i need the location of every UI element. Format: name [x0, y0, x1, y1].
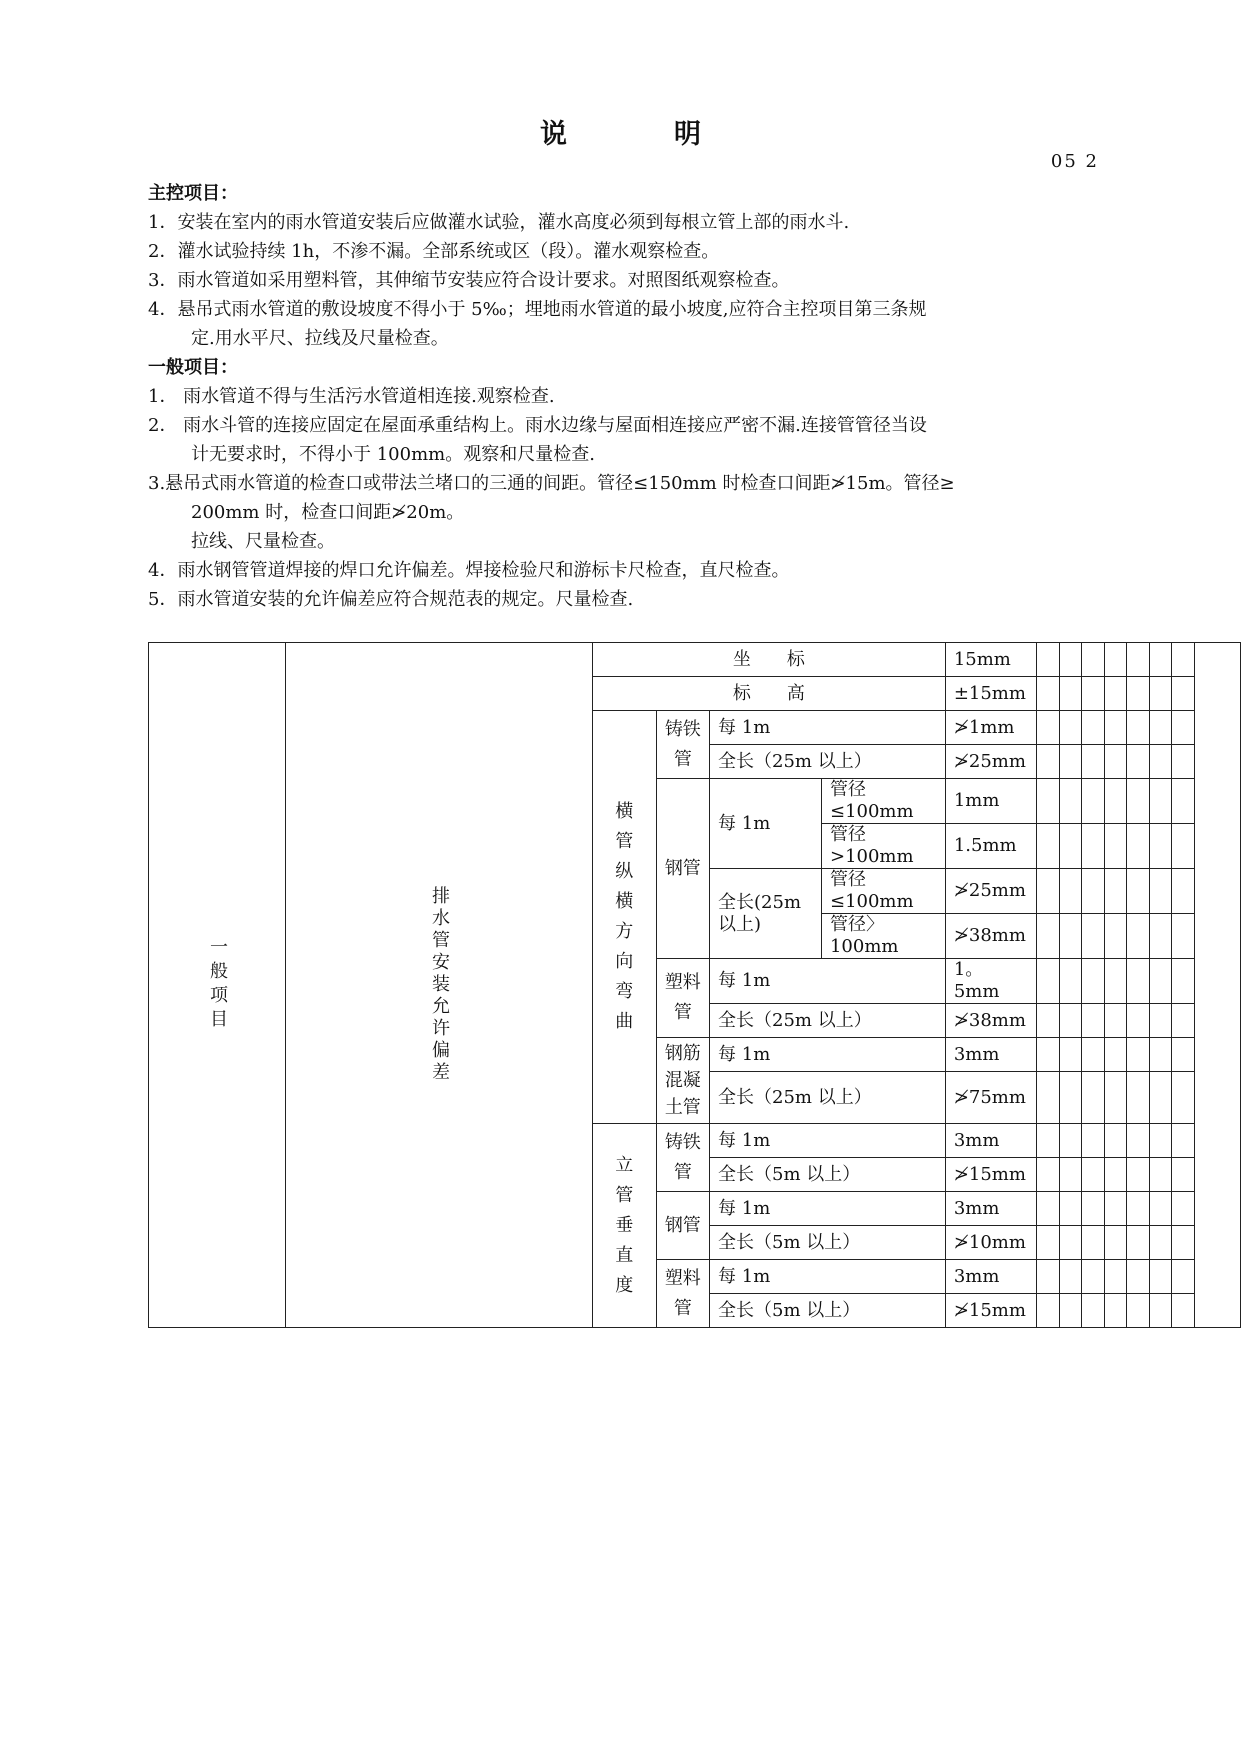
plastic-label: 塑料管 [656, 959, 709, 1038]
cell-value: 1mm [945, 779, 1036, 824]
row-elevation-label: 标 高 [593, 677, 946, 711]
cell-label: 管径〉100mm [821, 914, 945, 959]
main-item-3: 3．雨水管道如采用塑料管，其伸缩节安装应符合设计要求。对照图纸观察检查。 [148, 270, 790, 291]
group-horizontal: 横管纵横方向弯曲 [593, 711, 657, 1124]
cell-label: 每 1m [710, 1038, 946, 1072]
cell-label: 每 1m [710, 1260, 946, 1294]
page-title: 说 明 [540, 119, 741, 150]
row-coordinate-value: 15mm [945, 643, 1036, 677]
general-item-3-cont2: 拉线、尺量检查。 [191, 531, 335, 552]
cell-value: 3mm [945, 1192, 1036, 1226]
cast-iron-label: 铸铁管 [656, 1124, 709, 1192]
cell-value: ≯38mm [945, 1004, 1036, 1038]
cell-label: 管径>100mm [821, 824, 945, 869]
cell-label: 全长（25m 以上） [710, 1072, 946, 1124]
notes [148, 179, 1098, 614]
page-code: 05 2 [1050, 151, 1099, 172]
cell-label: 全长（25m 以上） [710, 1004, 946, 1038]
cell-value: ≯38mm [945, 914, 1036, 959]
cell-label: 全长（5m 以上） [710, 1226, 946, 1260]
cast-iron-label: 铸铁管 [656, 711, 709, 779]
cell-value: ≯75mm [945, 1072, 1036, 1124]
main-items-heading: 主控项目： [148, 183, 238, 204]
row-coordinate-label: 坐 标 [593, 643, 946, 677]
cell-value: ≯10mm [945, 1226, 1036, 1260]
cell-value: 1.5mm [945, 824, 1036, 869]
cell-label: 全长(25m 以上) [710, 869, 822, 959]
general-item-2: 2． 雨水斗管的连接应固定在屋面承重结构上。雨水边缘与屋面相连接应严密不漏.连接管管径当设 [148, 415, 927, 436]
cell-label: 全长（5m 以上） [710, 1294, 946, 1328]
cell-label: 每 1m [710, 779, 822, 869]
cell-value: 3mm [945, 1260, 1036, 1294]
general-item-2-cont: 计无要求时，不得小于 100mm。观察和尺量检查. [191, 444, 595, 465]
general-item-3-cont: 200mm 时，检查口间距≯20m。 [191, 502, 465, 523]
tolerance-table [148, 642, 1241, 1328]
cell-label: 管径≤100mm [821, 779, 945, 824]
cell-value: ≯15mm [945, 1158, 1036, 1192]
general-item-3: 3.悬吊式雨水管道的检查口或带法兰堵口的三通的间距。管径≤150mm 时检查口间距≯15m。管径≥ [148, 473, 955, 494]
main-item-2: 2．灌水试验持续 1h，不渗不漏。全部系统或区（段）。灌水观察检查。 [148, 241, 720, 262]
main-item-1: 1．安装在室内的雨水管道安装后应做灌水试验，灌水高度必须到每根立管上部的雨水斗. [148, 212, 850, 233]
cell-label: 全长（25m 以上） [710, 745, 946, 779]
cell-value: ≯25mm [945, 869, 1036, 914]
cell-value: ≯15mm [945, 1294, 1036, 1328]
cell-label: 每 1m [710, 711, 946, 745]
cell-value: 3mm [945, 1124, 1036, 1158]
col-general-items: 一般项目 [149, 643, 286, 1328]
cell-value: 3mm [945, 1038, 1036, 1072]
row-elevation-value: ±15mm [945, 677, 1036, 711]
cell-label: 管径≤100mm [821, 869, 945, 914]
steel-label: 钢管 [656, 1192, 709, 1260]
cell-label: 全长（5m 以上） [710, 1158, 946, 1192]
plastic-label: 塑料管 [656, 1260, 709, 1328]
cell-label: 每 1m [710, 959, 946, 1004]
main-item-4-cont: 定.用水平尺、拉线及尺量检查。 [191, 328, 449, 349]
general-item-5: 5．雨水管道安装的允许偏差应符合规范表的规定。尺量检查. [148, 589, 634, 610]
cell-label: 每 1m [710, 1192, 946, 1226]
cell-value: ≯1mm [945, 711, 1036, 745]
reinforced-concrete-label: 钢筋混凝土管 [656, 1038, 709, 1124]
group-vertical: 立管垂直度 [593, 1124, 657, 1328]
general-item-1: 1． 雨水管道不得与生活污水管道相连接.观察检查. [148, 386, 555, 407]
cell-label: 每 1m [710, 1124, 946, 1158]
main-item-4: 4．悬吊式雨水管道的敷设坡度不得小于 5‰；埋地雨水管道的最小坡度,应符合主控项目第三条规 [148, 299, 927, 320]
general-item-4: 4．雨水钢管管道焊接的焊口允许偏差。焊接检验尺和游标卡尺检查，直尺检查。 [148, 560, 790, 581]
cell-value: 1。5mm [945, 959, 1036, 1004]
general-items-heading: 一般项目： [148, 357, 238, 378]
col-drainage-deviation: 排水管安装允许偏差 [286, 643, 593, 1328]
steel-label: 钢管 [656, 779, 709, 959]
cell-value: ≯25mm [945, 745, 1036, 779]
